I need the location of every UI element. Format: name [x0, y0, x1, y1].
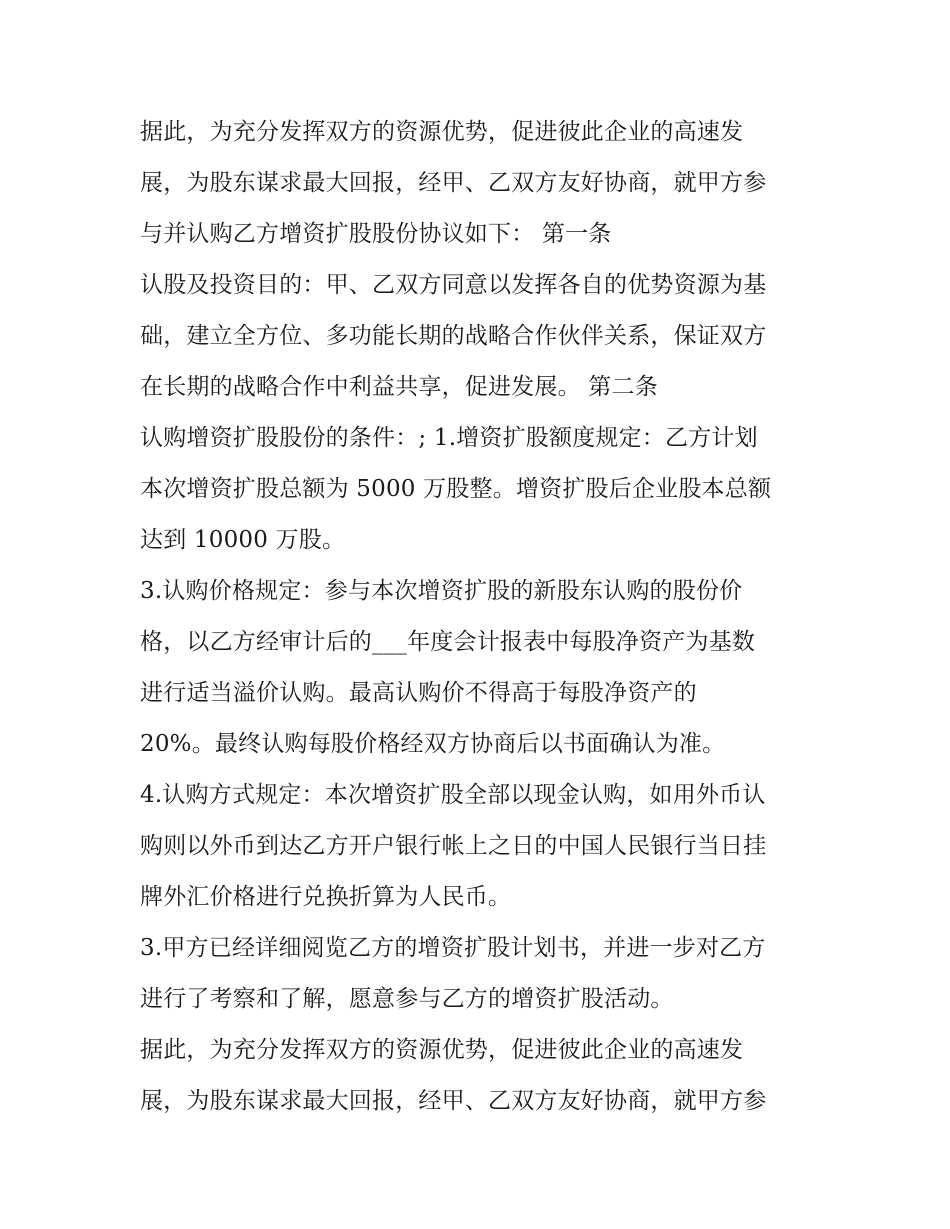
- text-line: 达到 10000 万股。: [140, 527, 346, 553]
- text-line: 认股及投资目的：甲、乙双方同意以发挥各自的优势资源为基: [140, 272, 767, 298]
- text-line: 3.甲方已经详细阅览乙方的增资扩股计划书，并进一步对乙方: [140, 935, 766, 961]
- text-line: 本次增资扩股总额为 5000 万股整。增资扩股后企业股本总额: [140, 476, 772, 502]
- text-line: 20%。最终认购每股价格经双方协商后以书面确认为准。: [140, 731, 726, 757]
- text-line: 与并认购乙方增资扩股股份协议如下： 第一条: [140, 221, 612, 247]
- text-line: 展，为股东谋求最大回报，经甲、乙双方友好协商，就甲方参: [140, 170, 767, 196]
- text-line: 据此，为充分发挥双方的资源优势，促进彼此企业的高速发: [140, 1037, 744, 1063]
- text-line: 格，以乙方经审计后的___年度会计报表中每股净资产为基数: [140, 629, 756, 655]
- text-line: 购则以外币到达乙方开户银行帐上之日的中国人民银行当日挂: [140, 833, 767, 859]
- text-line: 据此，为充分发挥双方的资源优势，促进彼此企业的高速发: [140, 119, 744, 145]
- text-line: 3.认购价格规定：参与本次增资扩股的新股东认购的股份价: [140, 578, 743, 604]
- text-line: 进行了考察和了解，愿意参与乙方的增资扩股活动。: [140, 986, 674, 1012]
- text-line: 4.认购方式规定：本次增资扩股全部以现金认购，如用外币认: [140, 782, 766, 808]
- text-line: 牌外汇价格进行兑换折算为人民币。: [140, 884, 512, 910]
- text-line: 展，为股东谋求最大回报，经甲、乙双方友好协商，就甲方参: [140, 1088, 767, 1114]
- text-line: 础，建立全方位、多功能长期的战略合作伙伴关系，保证双方: [140, 323, 767, 349]
- document-body: [140, 107, 830, 1127]
- text-line: 进行适当溢价认购。最高认购价不得高于每股净资产的: [140, 680, 697, 706]
- text-line: 认购增资扩股股份的条件：; 1.增资扩股额度规定：乙方计划: [140, 425, 758, 451]
- text-line: 在长期的战略合作中利益共享，促进发展。 第二条: [140, 374, 658, 400]
